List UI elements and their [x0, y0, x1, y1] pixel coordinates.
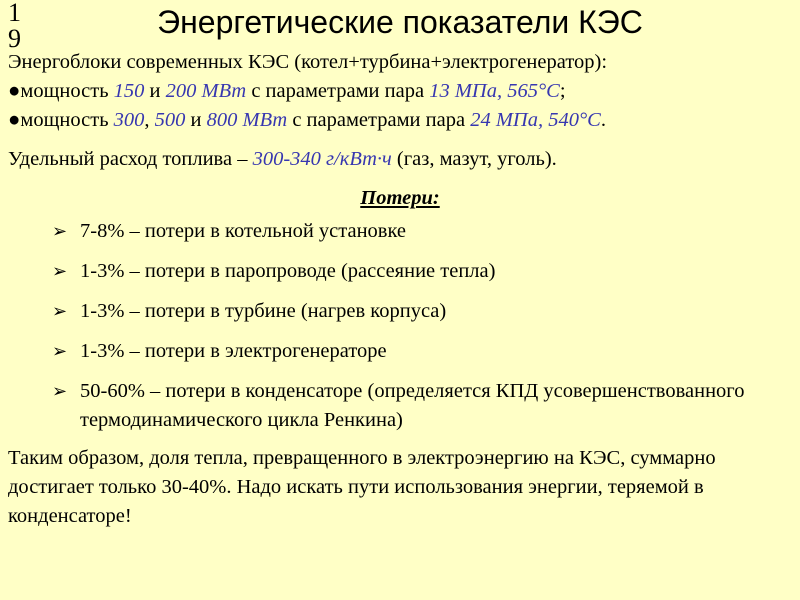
highlight-value: 800 МВт	[206, 109, 288, 131]
power-bullet-2	[8, 106, 792, 135]
arrow-bullet-icon: ➢	[52, 381, 68, 402]
intro-text: Энергоблоки современных КЭС (котел+турбина+электрогенератор):	[8, 51, 608, 73]
bullet-text: ;	[559, 80, 566, 102]
bullet-text: с параметрами пара	[246, 80, 430, 102]
fuel-prefix: Удельный расход топлива –	[8, 148, 253, 170]
highlight-value: 500	[154, 109, 186, 131]
slide-number: 19	[8, 0, 21, 53]
loss-text: 1-3% – потери в электрогенераторе	[80, 340, 387, 362]
highlight-value: 150	[113, 80, 145, 102]
list-item	[8, 297, 792, 326]
loss-text: 1-3% – потери в турбине (нагрев корпуса)	[80, 300, 447, 322]
bullet-marker: ●	[8, 80, 21, 102]
bullet-text: ,	[144, 109, 155, 131]
highlight-value: 300	[113, 109, 145, 131]
bullet-marker: ●	[8, 109, 21, 131]
slide-content	[8, 48, 792, 531]
bullet-text: .	[600, 109, 606, 131]
bullet-text: с параметрами пара	[287, 109, 471, 131]
list-item	[8, 257, 792, 286]
bullet-text: мощность	[20, 109, 114, 131]
arrow-bullet-icon: ➢	[52, 221, 68, 242]
fuel-consumption	[8, 145, 792, 174]
arrow-bullet-icon: ➢	[52, 341, 68, 362]
list-item	[8, 217, 792, 246]
highlight-value: 24 МПа, 540°С	[470, 109, 601, 131]
bullet-text: и	[185, 109, 207, 131]
loss-text: 50-60% – потери в конденсаторе (определяется КПД усовершенствованного термодинамического цикла Ренкина)	[80, 380, 745, 431]
loss-text: 1-3% – потери в паропроводе (рассеяние тепла)	[80, 260, 496, 282]
arrow-bullet-icon: ➢	[52, 261, 68, 282]
list-item	[8, 337, 792, 366]
conclusion-text: Таким образом, доля тепла, превращенного в электроэнергию на КЭС, суммарно достигает только 30-40%. Надо искать пути использования энергии, теряемой в конденсаторе!	[8, 447, 716, 527]
arrow-bullet-icon: ➢	[52, 301, 68, 322]
losses-heading: Потери:	[360, 187, 440, 209]
fuel-value: 300-340 г/кВт·ч	[252, 148, 392, 170]
loss-text: 7-8% – потери в котельной установке	[80, 220, 407, 242]
bullet-text: мощность	[20, 80, 114, 102]
slide-title: Энергетические показатели КЭС	[157, 4, 643, 40]
power-bullet-1	[8, 77, 792, 106]
bullet-text: и	[144, 80, 166, 102]
highlight-value: 200 МВт	[165, 80, 247, 102]
losses-list	[8, 217, 792, 435]
highlight-value: 13 МПа, 565°С	[429, 80, 560, 102]
fuel-suffix: (газ, мазут, уголь).	[391, 148, 557, 170]
list-item	[8, 377, 792, 435]
